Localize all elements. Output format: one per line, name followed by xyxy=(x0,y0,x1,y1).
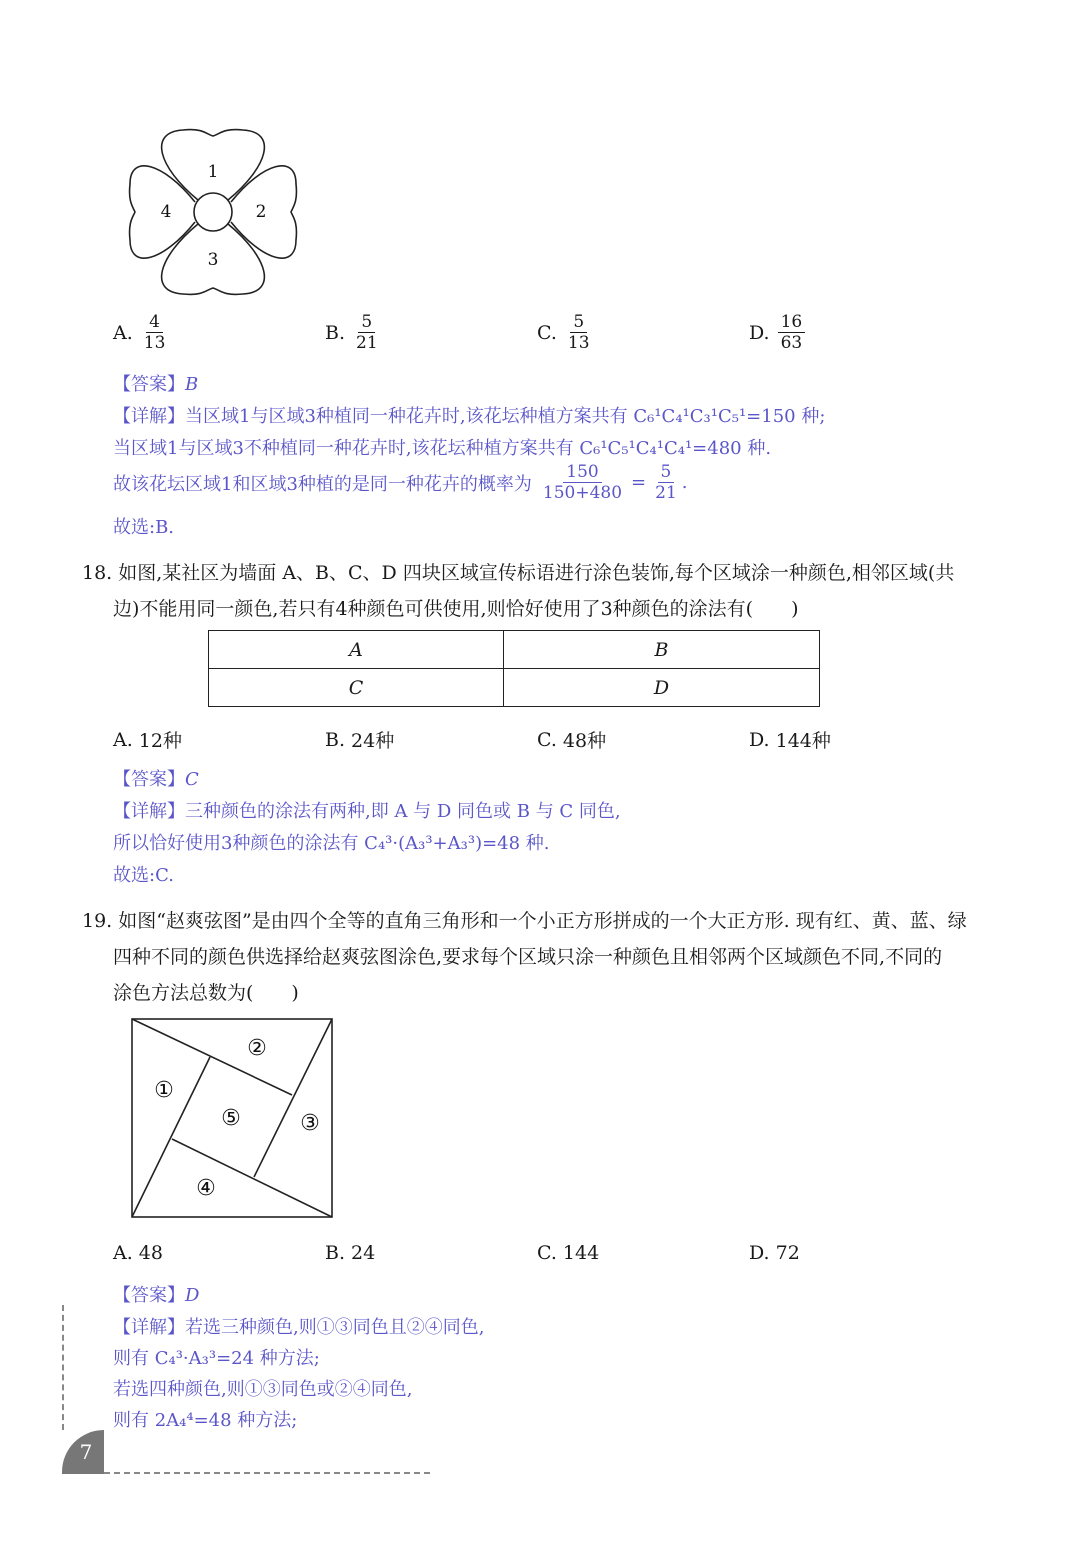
option-letter: B. xyxy=(325,321,346,344)
q19-stem-line-3: 涂色方法总数为( ) xyxy=(113,982,299,1004)
q19-detail-line-4: 则有 2A₄⁴=48 种方法; xyxy=(113,1410,298,1431)
q17-detail-line-1: 【详解】当区域1与区域3种植同一种花卉时,该花坛种植方案共有 C₆¹C₄¹C₃¹C₅¹=150 种; xyxy=(113,406,826,427)
center-circle xyxy=(194,193,232,231)
page-number: 7 xyxy=(62,1430,104,1474)
zhao-label-2: ② xyxy=(247,1036,267,1061)
q18-option-b[interactable]: B. 24种 xyxy=(325,728,395,752)
q19-answer: 【答案】D xyxy=(113,1285,200,1306)
q19-option-b[interactable]: B. 24 xyxy=(325,1242,376,1264)
option-fraction: $\frac{5}{13}$ xyxy=(567,312,590,353)
zhao-label-1: ① xyxy=(154,1078,174,1103)
region-d: D xyxy=(504,669,820,707)
q17-answer: 【答案】B xyxy=(113,374,199,395)
option-fraction: $\frac{16}{63}$ xyxy=(778,312,806,353)
option-letter: D. xyxy=(749,321,770,344)
q19-option-c[interactable]: C. 144 xyxy=(537,1242,600,1264)
region-b: B xyxy=(504,631,820,669)
q17-detail-line-3: 故该花坛区域1和区域3种植的是同一种花卉的概率为 $\frac{150}{150+480}$ = $\frac{5}{21}$ . xyxy=(113,462,688,503)
probability-fraction: $\frac{150}{150+480}$ xyxy=(542,462,623,503)
q17-option-a[interactable] xyxy=(113,312,170,353)
q19-stem-line-1: 19. 如图“赵爽弦图”是由四个全等的直角三角形和一个小正方形拼成的一个大正方形. 现有红、黄、蓝、绿 xyxy=(82,910,967,932)
q18-option-c[interactable]: C. 48种 xyxy=(537,728,607,752)
q19-detail-line-3: 若选四种颜色,则①③同色或②④同色, xyxy=(113,1379,413,1400)
q17-option-c[interactable] xyxy=(537,312,595,353)
q17-option-b[interactable] xyxy=(325,312,383,353)
flower-label-2: 2 xyxy=(255,202,267,222)
q19-option-a[interactable]: A. 48 xyxy=(113,1242,163,1264)
zhao-shuang-figure xyxy=(130,1017,334,1221)
q18-detail-line-2: 所以恰好使用3种颜色的涂法有 C₄³·(A₃³+A₃³)=48 种. xyxy=(113,833,550,854)
flower-figure xyxy=(118,122,308,302)
q18-wall-table xyxy=(208,630,820,707)
q18-choose: 故选:C. xyxy=(113,865,174,886)
q19-detail-line-1: 【详解】若选三种颜色,则①③同色且②④同色, xyxy=(113,1317,485,1338)
option-letter: A. xyxy=(113,321,133,344)
option-fraction: $\frac{4}{13}$ xyxy=(143,312,166,353)
zhao-label-3: ③ xyxy=(300,1111,320,1136)
flower-label-3: 3 xyxy=(207,250,219,270)
probability-result: $\frac{5}{21}$ xyxy=(655,462,677,503)
q19-detail-line-2: 则有 C₄³·A₃³=24 种方法; xyxy=(113,1348,320,1369)
option-fraction: $\frac{5}{21}$ xyxy=(356,312,378,353)
q17-option-d[interactable] xyxy=(749,312,807,353)
q18-detail-line-1: 【详解】三种颜色的涂法有两种,即 A 与 D 同色或 B 与 C 同色, xyxy=(113,801,621,822)
q18-answer: 【答案】C xyxy=(113,769,199,790)
q18-stem-line-2: 边)不能用同一颜色,若只有4种颜色可供使用,则恰好使用了3种颜色的涂法有( ) xyxy=(113,598,799,620)
flower-label-4: 4 xyxy=(160,202,172,222)
region-c: C xyxy=(209,669,504,707)
flower-label-1: 1 xyxy=(207,162,219,182)
left-dashed-border xyxy=(62,1305,64,1430)
q18-option-a[interactable]: A. 12种 xyxy=(113,728,182,752)
q19-option-d[interactable]: D. 72 xyxy=(749,1242,800,1264)
q18-option-d[interactable]: D. 144种 xyxy=(749,728,831,752)
zhao-label-4: ④ xyxy=(196,1176,216,1201)
q19-stem-line-2: 四种不同的颜色供选择给赵爽弦图涂色,要求每个区域只涂一种颜色且相邻两个区域颜色不同,不同的 xyxy=(113,946,943,968)
region-a: A xyxy=(209,631,504,669)
q18-stem-line-1: 18. 如图,某社区为墙面 A、B、C、D 四块区域宣传标语进行涂色装饰,每个区域涂一种颜色,相邻区域(共 xyxy=(82,562,955,584)
zhao-label-5: ⑤ xyxy=(221,1106,241,1131)
option-letter: C. xyxy=(537,321,557,344)
bottom-dashed-border xyxy=(104,1472,430,1474)
q17-detail-line-2: 当区域1与区域3不种植同一种花卉时,该花坛种植方案共有 C₆¹C₅¹C₄¹C₄¹=480 种. xyxy=(113,438,772,459)
q17-choose: 故选:B. xyxy=(113,517,175,538)
